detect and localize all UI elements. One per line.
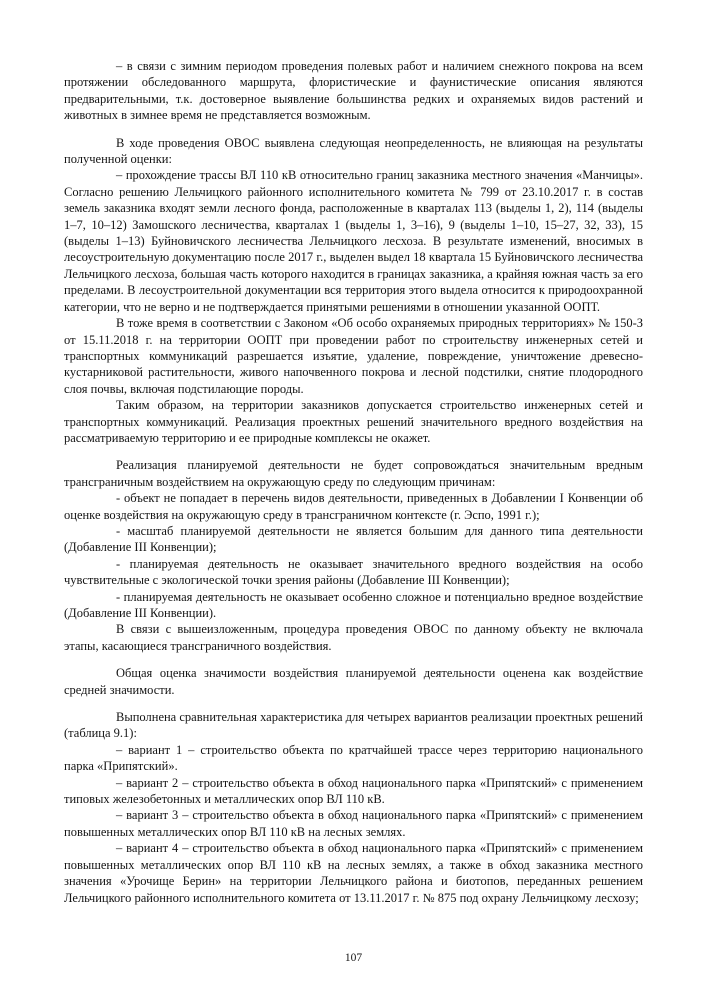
paragraph-winter-limitation: – в связи с зимним периодом проведения полевых работ и наличием снежного покрова на всем протяжении обследованного маршрута, флористические и фаунистические описания являются предварительными, т.к. достоверное выявление большинства редких и охраняемых видов растений и животных в зимнее время не представляется возможным. — [64, 59, 643, 123]
paragraph-overall-significance: Общая оценка значимости воздействия планируемой деятельности оценена как воздействие средней значимости. — [64, 666, 643, 697]
page-body — [64, 58, 643, 906]
list-item-variant-4: – вариант 4 – строительство объекта в обход национального парка «Припятский» с применением повышенных металлических опор ВЛ 110 кВ на лесных землях, а также в обход заказника местного значения «Урочище Берин» на территории Лельчицкого района и биотопов, переданных решением Лельчицкого районного исполнительного комитета от 13.11.2017 г. № 875 под охрану Лельчицкому лесхозу; — [64, 841, 643, 905]
list-item-complex-impact: - планируемая деятельность не оказывает особенно сложное и потенциально вредное воздействие (Добавление III Конвенции). — [64, 589, 643, 620]
list-item-variant-1: – вариант 1 – строительство объекта по кратчайшей трассе через территорию национального парка «Припятский». — [64, 742, 643, 774]
paragraph-law-reference: В тоже время в соответствии с Законом «Об особо охраняемых природных территориях» № 150-З от 15.11.2018 г. на территории ООПТ при проведении работ по строительству инженерных сетей и транспортных коммуникаций разрешается изъятие, удаление, повреждение, уничтожение древесно-кустарниковой растительности, живого напочвенного покрова и лесной подстилки, снятие плодородного слоя почвы, включая подстилающие породы. — [64, 316, 643, 396]
list-item-sensitive-areas: - планируемая деятельность не оказывает значительного вредного воздействия на особо чувствительные с экологической точки зрения районы (Добавление III Конвенции); — [64, 556, 643, 588]
paragraph-conclusion-reserves: Таким образом, на территории заказников допускается строительство инженерных сетей и транспортных коммуникаций. Реализация проектных решений значительного вредного воздействия на рассматриваемую территорию и ее природные комплексы не окажет. — [64, 398, 643, 445]
paragraph-variants-intro: Выполнена сравнительная характеристика для четырех вариантов реализации проектных решений (таблица 9.1): — [64, 710, 643, 741]
paragraph-transboundary-intro: Реализация планируемой деятельности не будет сопровождаться значительным вредным трансграничным воздействием на окружающую среду по следующим причинам: — [64, 458, 643, 489]
list-item-variant-2: – вариант 2 – строительство объекта в обход национального парка «Припятский» с применением типовых железобетонных и металлических опор ВЛ 110 кВ. — [64, 775, 643, 807]
paragraph-transboundary-conclusion: В связи с вышеизложенным, процедура проведения ОВОС по данному объекту не включала этапы, касающиеся трансграничного воздействия. — [64, 622, 643, 653]
paragraph-uncertainty-intro: В ходе проведения ОВОС выявлена следующая неопределенность, не влияющая на результаты полученной оценки: — [64, 135, 643, 167]
page-number: 107 — [344, 952, 363, 964]
paragraph-reserve-boundaries: – прохождение трассы ВЛ 110 кВ относительно границ заказника местного значения «Манчицы». Согласно решению Лельчицкого районного исполнительного комитета № 799 от 23.10.2017 г. в состав земель заказника входят земли лесного фонда, расположенные в кварталах 113 (выделы 1, 2), 114 (выделы 1–7, 10–12) Замошского лесничества, кварталах 1 (выделы 1, 3–16), 9 (выделы 1–10, 15–27, 32, 33), 15 (выделы 1–13) Буйновичского лесничества Лельчицкого лесхоза. В результате изменений, вносимых в лесоустроительную документацию после 2017 г., выделен выдел 18 квартала 15 Буйновичского лесничества Лельчицкого лесхоза, большая часть которого находится в границах заказника, а крайняя южная часть за его пределами. В лесоустроительной документации вся территория этого выдела относится к природоохранной категории, что не верно и не подтверждается принятыми решениями в отношении указанной ООПТ. — [64, 168, 643, 314]
list-item-appendix-1: - объект не попадает в перечень видов деятельности, приведенных в Добавлении I Конвенции об оценке воздействия на окружающую среду в трансграничном контексте (г. Эспо, 1991 г.); — [64, 491, 643, 522]
list-item-scale: - масштаб планируемой деятельности не является большим для данного типа деятельности (Добавление III Конвенции); — [64, 523, 643, 555]
list-item-variant-3: – вариант 3 – строительство объекта в обход национального парка «Припятский» с применением повышенных металлических опор ВЛ 110 кВ на лесных землях. — [64, 808, 643, 839]
